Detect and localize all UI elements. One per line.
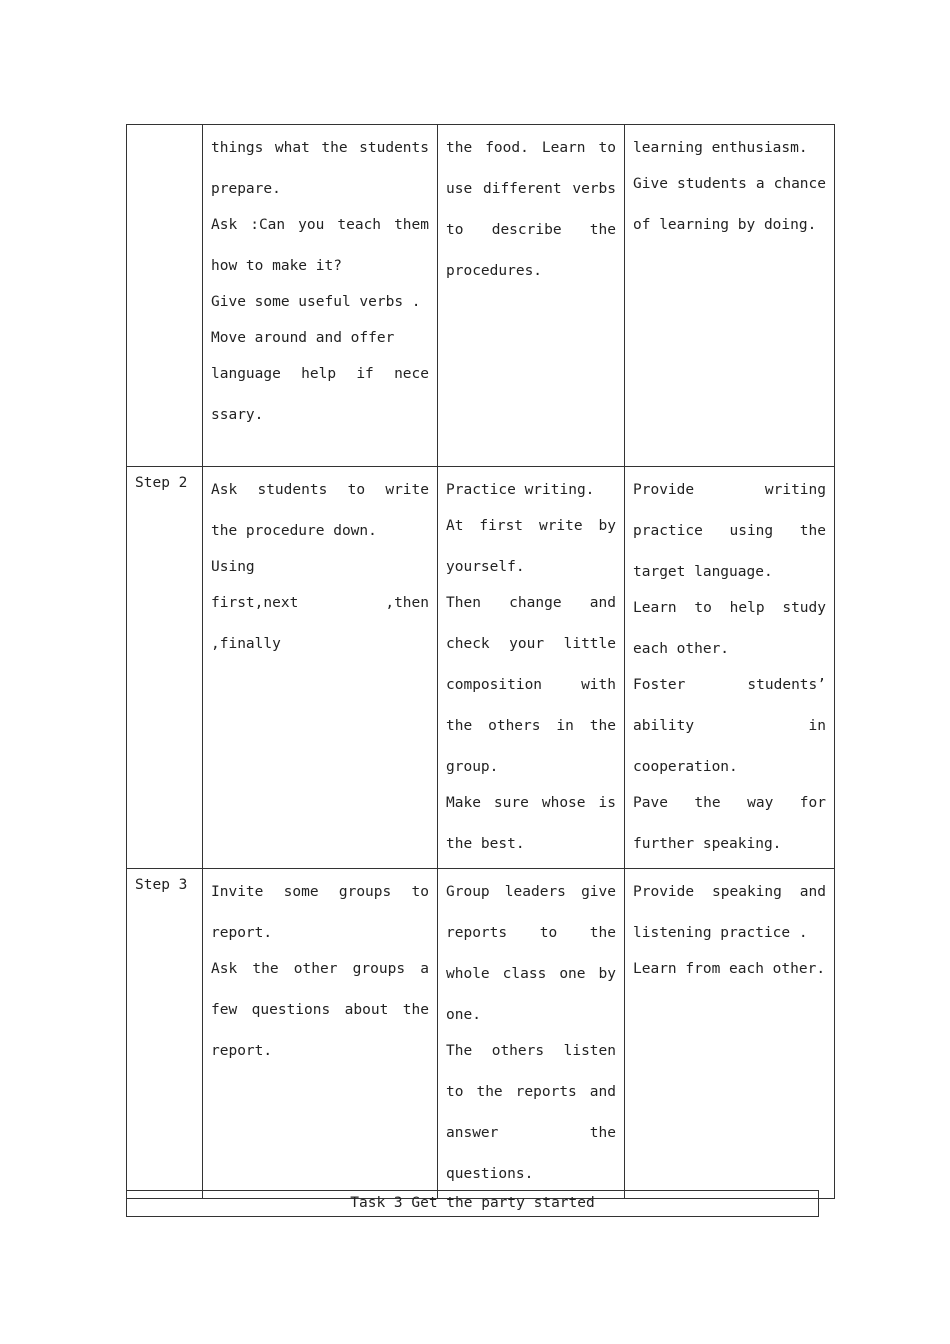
lesson-plan-table xyxy=(126,124,835,1199)
student-activity-text: The others listen to the reports and answer the questions. xyxy=(446,1043,616,1182)
table-row xyxy=(127,125,835,467)
purpose-text: Learn to help study each other. xyxy=(633,600,826,657)
purpose-cell xyxy=(625,869,835,1199)
task-title-box: Task 3 Get the party started xyxy=(126,1190,819,1217)
student-activity-text: Practice writing. xyxy=(446,482,595,498)
student-activity-text: the food. Learn to use different verbs to describe the procedures. xyxy=(446,140,616,279)
teacher-activity-text: things what the students prepare. xyxy=(211,140,429,197)
student-activity-cell xyxy=(438,467,625,869)
student-activity-cell xyxy=(438,869,625,1199)
purpose-text: learning enthusiasm. xyxy=(633,140,808,156)
teacher-activity-cell xyxy=(203,125,438,467)
step-cell xyxy=(127,125,203,467)
step-cell xyxy=(127,467,203,869)
purpose-text: Foster students’ ability in cooperation. xyxy=(633,677,826,775)
step-label: Step 3 xyxy=(135,877,188,893)
teacher-activity-text: Ask students to write the procedure down. xyxy=(211,482,429,539)
student-activity-text: Then change and check your little composition with the others in the group. xyxy=(446,595,616,775)
purpose-text: Provide writing practice using the target language. xyxy=(633,482,826,580)
step-label: Step 2 xyxy=(135,475,188,491)
student-activity-cell xyxy=(438,125,625,467)
purpose-text: Give students a chance of learning by doing. xyxy=(633,176,826,233)
student-activity-text: Make sure whose is the best. xyxy=(446,795,616,852)
teacher-activity-cell xyxy=(203,869,438,1199)
teacher-activity-cell xyxy=(203,467,438,869)
student-activity-text: Group leaders give reports to the whole class one by one. xyxy=(446,884,616,1023)
student-activity-text: At first write by yourself. xyxy=(446,518,616,575)
teacher-activity-text: Give some useful verbs . xyxy=(211,294,421,310)
teacher-activity-text: Ask :Can you teach them how to make it? xyxy=(211,217,429,274)
purpose-text: Provide speaking and listening practice . xyxy=(633,884,826,941)
purpose-cell xyxy=(625,467,835,869)
step-cell xyxy=(127,869,203,1199)
purpose-cell xyxy=(625,125,835,467)
purpose-text: Pave the way for further speaking. xyxy=(633,795,826,852)
table-row xyxy=(127,467,835,869)
teacher-activity-text: Move around and offer xyxy=(211,330,395,346)
teacher-activity-text: Using xyxy=(211,559,255,575)
purpose-text: Learn from each other. xyxy=(633,961,826,977)
teacher-activity-text: Invite some groups to report. xyxy=(211,884,429,941)
teacher-activity-text: first,next ,then ,finally xyxy=(211,595,429,652)
table-row xyxy=(127,869,835,1199)
teacher-activity-text: language help if nece ssary. xyxy=(211,366,429,423)
teacher-activity-text: Ask the other groups a few questions about the report. xyxy=(211,961,429,1059)
